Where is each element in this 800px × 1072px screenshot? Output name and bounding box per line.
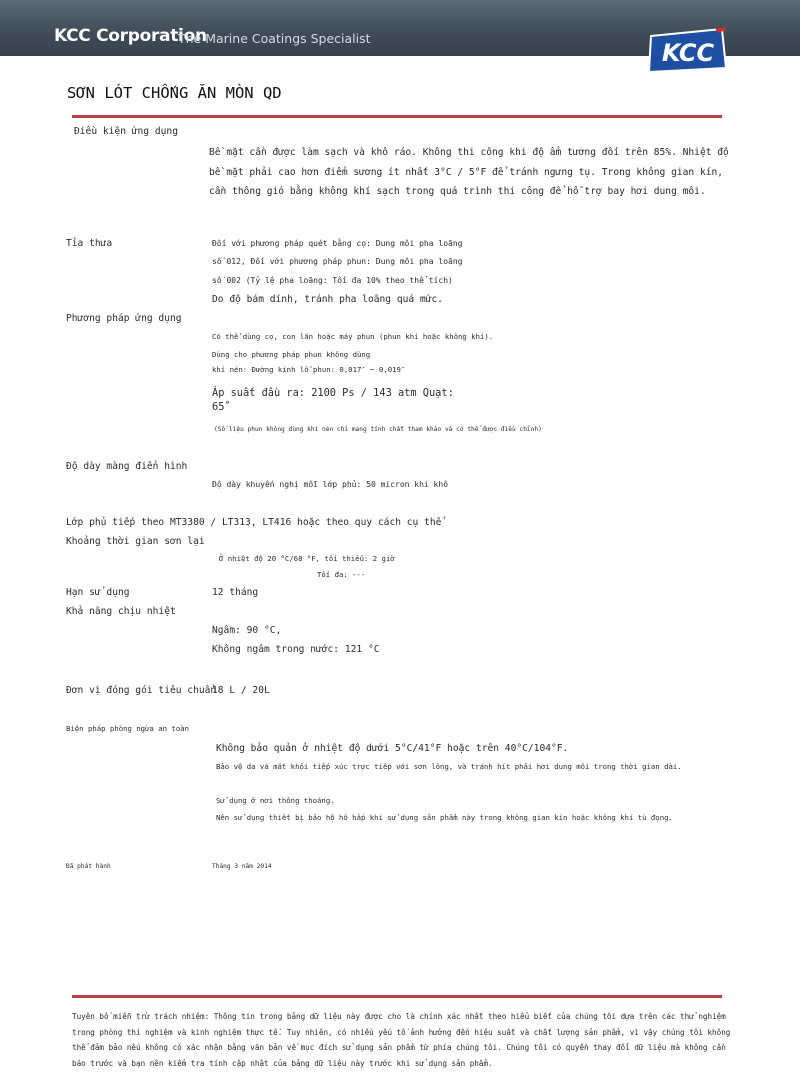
topcoat-text: Lớp phủ tiếp theo MT3380 / LT313, LT416 hoặc theo quy cách cụ thể	[66, 517, 442, 528]
brand-tagline: The Marine Coatings Specialist	[178, 31, 371, 46]
shelf-life-label: Hạn sử dụng	[66, 587, 130, 598]
heat-resistance-immersed: Ngâm: 90 °C,	[212, 625, 282, 636]
film-thickness-label: Độ dày màng điển hình	[66, 461, 188, 472]
application-method-label: Phương pháp ứng dụng	[66, 313, 182, 324]
page-title: SƠN LÓT CHỐNG ĂN MÒN QD	[67, 84, 282, 102]
application-method-line-2: Dùng cho phương pháp phun không dùng	[212, 350, 371, 359]
thinning-line-3: số 002 (Tỷ lệ pha loãng: Tối đa 10% theo thể tích)	[212, 276, 453, 285]
safety-line-2: Bảo vệ da và mắt khỏi tiếp xúc trực tiếp với sơn lỏng, và tránh hít phải hơi dung môi trong thời gian dài.	[216, 762, 682, 771]
thinning-line-1: Đối với phương pháp quét bằng cọ: Dung môi pha loãng	[212, 239, 463, 248]
thinning-line-2: số 012, Đối với phương pháp phun: Dung môi pha loãng	[212, 257, 463, 266]
kcc-logo	[648, 28, 728, 73]
brand-name: KCC Corporation	[54, 26, 207, 46]
safety-line-4: Nên sử dụng thiết bị bảo hộ hô hấp khi sử dụng sản phẩm này trong không gian kín hoặc không khí tù đọng.	[216, 813, 673, 822]
application-method-note: (Số liệu phun không dùng khí nén chỉ mang tính chất tham khảo và có thể được điều chỉnh)	[214, 426, 542, 433]
issued-value: Tháng 3 năm 2014	[212, 863, 272, 870]
logo-text: KCC	[661, 39, 715, 67]
packaging-value: 18 L / 20L	[212, 685, 270, 696]
application-method-line-5: 65˚	[212, 401, 231, 413]
shelf-life-value: 12 tháng	[212, 587, 259, 598]
safety-line-1: Không bảo quản ở nhiệt độ dưới 5°C/41°F hoặc trên 40°C/104°F.	[216, 743, 569, 754]
heat-resistance-non-immersed: Không ngâm trong nước: 121 °C	[212, 644, 380, 655]
footer-divider	[72, 995, 722, 998]
heat-resistance-label: Khả năng chịu nhiệt	[66, 606, 176, 617]
thinning-note: Do độ bám dính, tránh pha loãng quá mức.	[212, 294, 444, 305]
title-divider	[72, 115, 722, 118]
application-method-line-4: Áp suất đầu ra: 2100 Ps / 143 atm Quạt:	[212, 387, 454, 399]
recoat-label: Khoảng thời gian sơn lại	[66, 536, 205, 547]
recoat-max: Tối đa: ---	[317, 570, 366, 579]
recoat-min: Ở nhiệt độ 20 °C/68 °F, tối thiểu: 2 giờ	[219, 554, 395, 563]
issued-label: Đã phát hành	[66, 863, 111, 870]
film-thickness-text: Độ dày khuyến nghị mỗi lớp phủ: 50 micron khi khô	[212, 480, 449, 489]
application-method-line-1: Có thể dùng cọ, con lăn hoặc máy phun (phun khí hoặc không khí).	[212, 332, 494, 341]
application-conditions-label: Điều kiện ứng dụng	[74, 126, 178, 137]
packaging-label: Đơn vị đóng gói tiêu chuẩn	[66, 685, 217, 696]
application-conditions-text: Bề mặt cần được làm sạch và khô ráo. Không thi công khi độ ẩm tương đối trên 85%. Nhiệt độ bề mặt phải cao hơn điểm sương ít nhất 3°C / 5°F để tránh ngưng tụ. Trong không gian kín, cần thông gió bằng không khí sạch trong quá trình thi công để hỗ trợ bay hơi dung môi.	[209, 147, 729, 197]
thinning-label: Tỉa thưa	[66, 238, 113, 249]
safety-line-3: Sử dụng ở nơi thông thoáng.	[216, 796, 335, 805]
application-method-line-3: khí nén: Đường kính lỗ phun: 0,017″ ~ 0,019″	[212, 365, 406, 374]
safety-label: Biện pháp phòng ngừa an toàn	[66, 724, 190, 733]
disclaimer-text: Tuyên bố miễn trừ trách nhiệm: Thông tin trong bảng dữ liệu này được cho là chính xác nhất theo hiểu biết của chúng tôi dựa trên các thử nghiệm trong phòng thí nghiệm và kinh nghiệm thực tế. Tuy nhiên, có nhiều yếu tố ảnh hưởng đến hiệu suất và chất lượng sản phẩm, vì vậy chúng tôi không thể đảm bảo nếu không có xác nhận bằng văn bản về mục đích sử dụng sản phẩm từ phía chúng tôi. Chúng tôi có quyền thay đổi dữ liệu mà không cần báo trước và bạn nên kiểm tra tính cập nhật của bảng dữ liệu này trước khi sử dụng sản phẩm.	[72, 1012, 731, 1068]
